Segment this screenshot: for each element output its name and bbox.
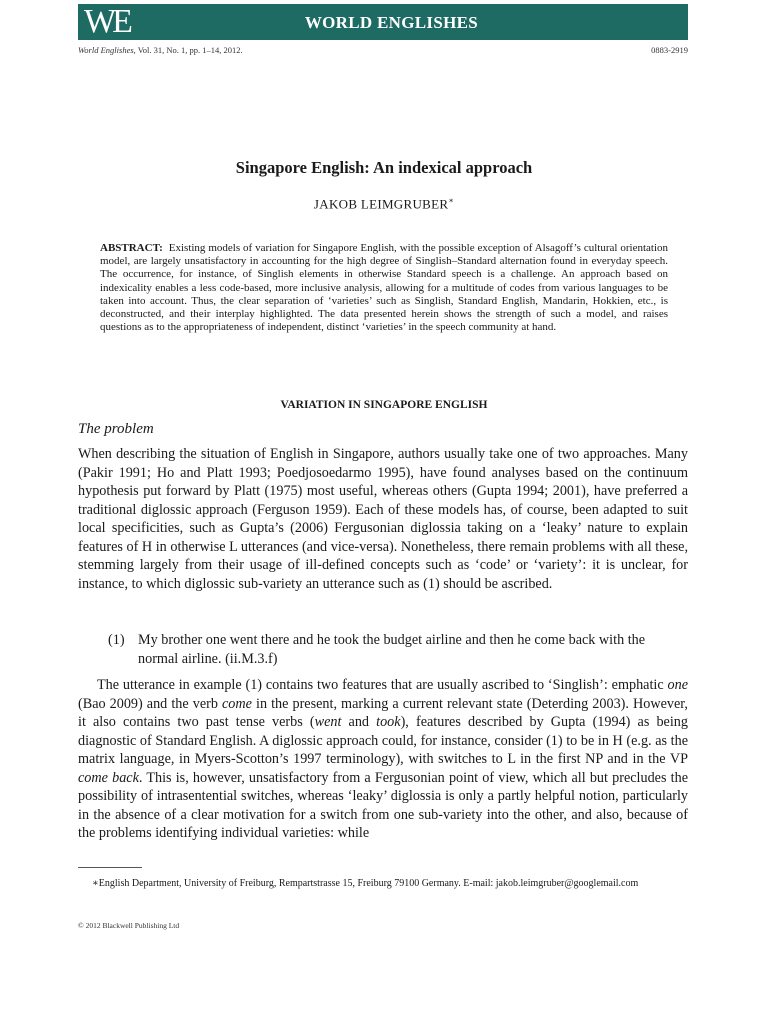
author-name: JAKOB LEIMGRUBER [313, 196, 449, 212]
journal-title: WORLD ENGLISHES [304, 13, 478, 32]
citation-journal: World Englishes [78, 45, 134, 55]
paragraph-2 [78, 676, 688, 843]
example-text: My brother one went there and he took the budget airline and then he come back with the normal airline. (ii.M.3.f) [138, 632, 646, 667]
example-1 [108, 631, 688, 668]
author-footnote-mark: ∗ [448, 196, 455, 205]
abstract-text: Existing models of variation for Singapore English, with the possible exception of Alsagoff’s cultural orientation model, are largely unsatisfactory in accounting for the high degree of Singlish–Standard alternation found in everyday speech. The occurrence, for instance, of Singlish elements in otherwise Standard speech is a challenge. An approach based on indexicality enables a less code-based, more inclusive analysis, allowing for a multitude of codes from various languages to be taken into account. Thus, the clear separation of ‘varieties’ such as Singlish, Standard English, Mandarin, Hokkien, etc., is deconstructed, and their interplay highlighted. The data presented herein shows the strength of such a model, and raises questions as to the appropriateness of independent, distinct ‘varieties’ in the speech community at hand. [100, 242, 668, 334]
citation-details: , Vol. 31, No. 1, pp. 1–14, 2012. [133, 45, 243, 55]
example-number: (1) [108, 632, 125, 648]
journal-logo: WE [84, 3, 129, 40]
p2-text: (Bao 2009) and the verb [78, 695, 222, 712]
journal-banner [78, 4, 688, 40]
article-title: Singapore English: An indexical approach [235, 158, 533, 177]
p2-italic: come [222, 695, 252, 712]
issn: 0883-2919 [651, 45, 688, 55]
p2-text: The utterance in example (1) contains two features that are usually ascribed to ‘Singlish’: emphatic [97, 677, 668, 693]
p2-italic: went [314, 714, 342, 730]
p2-text: in the present, marking a current relevant state (Deterding 2003). However, it also contains two past tense verbs ( [78, 695, 688, 730]
subsection-heading: The problem [78, 421, 154, 437]
footnote [78, 877, 688, 891]
citation-line [78, 45, 243, 55]
p2-italic: one [667, 677, 688, 693]
p2-italic: come back [78, 769, 139, 786]
footnote-text: ∗English Department, University of Freiburg, Rempartstrasse 15, Freiburg 79100 Germany. E-mail: jakob.leimgruber@googlemail.com [92, 878, 639, 889]
section-heading: VARIATION IN SINGAPORE ENGLISH [280, 399, 488, 411]
p2-text: . This is, however, unsatisfactory from a Fergusonian point of view, which all but precludes the possibility of intrasentential switches, whereas ‘leaky’ diglossia is only a partly helpful notion, particularly in the absence of a clear motivation for a switch from one sub-variety into the other, and also, because of the problems identifying individual varieties: while [78, 769, 688, 841]
abstract-label: ABSTRACT: [100, 242, 163, 254]
paragraph-1: When describing the situation of English in Singapore, authors usually take one of two approaches. Many (Pakir 1991; Ho and Platt 1993; Poedjosoedarmo 1995), have found analyses based on the continuum hypothesis put forward by Platt (1975) most useful, whereas others (Gupta 1994; 2001), have preferred a traditional diglossic approach (Ferguson 1959). Each of these models has, of course, been adapted to suit local specificities, such as Gupta’s (2006) Fergusonian diglossia taking on a ‘leaky’ nature to explain features of H in otherwise L utterances (and vice-versa). Nonetheless, there remain problems with all these, stemming largely from their usage of ill-defined concepts such as ‘code’ or ‘variety’: it is unclear, for instance, to which diglossic sub-variety an utterance such as (1) should be ascribed. [78, 446, 688, 592]
footnote-divider [78, 867, 142, 868]
abstract [100, 242, 668, 334]
article-author [0, 196, 768, 212]
p2-italic: took [376, 714, 401, 730]
p2-text: and [341, 714, 377, 730]
copyright: © 2012 Blackwell Publishing Ltd [78, 921, 180, 930]
p2-text: ), features described by Gupta (1994) as being diagnostic of Standard English. A diglossic approach could, for instance, consider (1) to be in H (e.g. as the matrix language, in Myers-Scotton’s 1997 terminology), with switches to L in the first NP and in the VP [78, 714, 688, 767]
